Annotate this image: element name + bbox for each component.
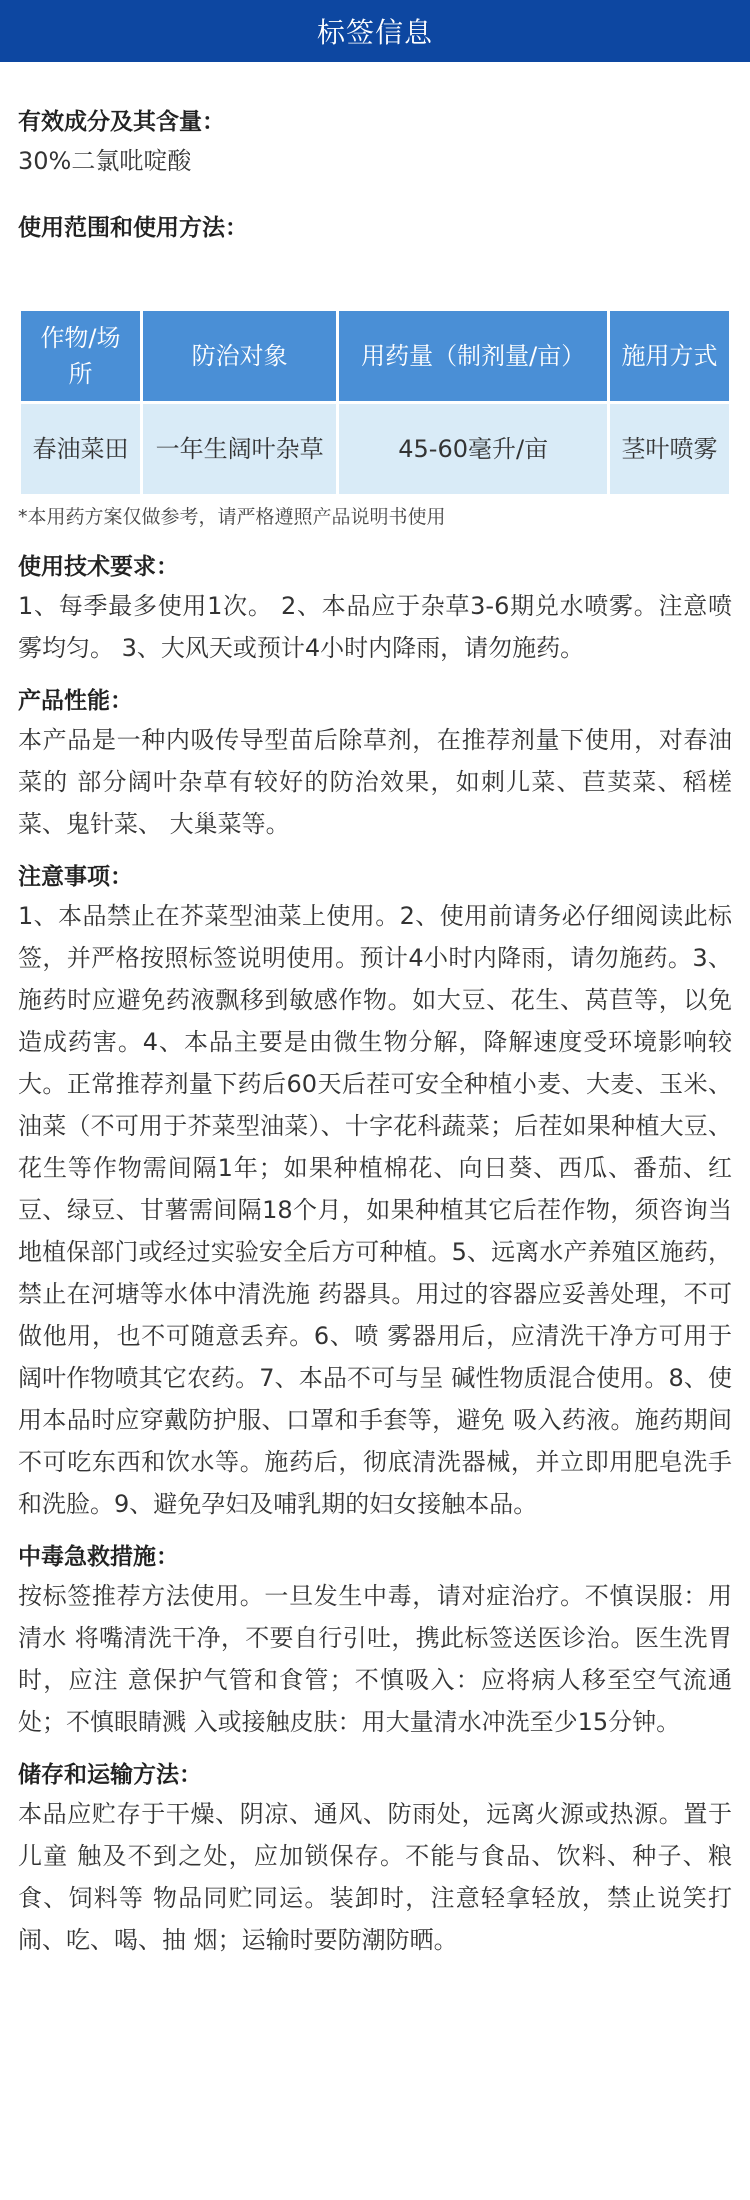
performance-section: [18, 683, 732, 845]
table-row: [21, 404, 729, 494]
performance-title: 产品性能：: [18, 688, 133, 714]
tech-title: 使用技术要求：: [18, 554, 179, 580]
col-header-crop: 作物/场所: [21, 311, 140, 401]
tech-section: [18, 549, 732, 669]
cell-dosage: 45-60毫升/亩: [339, 404, 607, 494]
dosage-table: [18, 308, 732, 497]
precautions-section: [18, 859, 732, 1525]
page-title: 标签信息: [316, 16, 433, 49]
usage-note: *本用药方案仅做参考，请严格遵照产品说明书使用: [18, 506, 446, 528]
col-header-target: 防治对象: [143, 311, 336, 401]
precautions-title: 注意事项：: [18, 864, 133, 890]
tech-text: 1、每季最多使用1次。 2、本品应于杂草3-6期兑水喷雾。注意喷雾均匀。 3、大风天或预计4小时内降雨，请勿施药。: [18, 592, 732, 662]
table-header-row: [21, 311, 729, 401]
precautions-text: 1、本品禁止在芥菜型油菜上使用。2、使用前请务必仔细阅读此标签，并严格按照标签说明使用。预计4小时内降雨，请勿施药。3、施药时应避免药液飘移到敏感作物。如大豆、花生、莴苣等，以免造成药害。4、本品主要是由微生物分解，降解速度受环境影响较大。正常推荐剂量下药后60天后茬可安全种植小麦、大麦、玉米、油菜（不可用于芥菜型油菜）、十字花科蔬菜；后茬如果种植大豆、花生等作物需间隔1年；如果种植棉花、向日葵、西瓜、番茄、红豆、绿豆、甘薯需间隔18个月，如果种植其它后茬作物，须咨询当地植保部门或经过实验安全后方可种植。5、远离水产养殖区施药，禁止在河塘等水体中清洗施 药器具。用过的容器应妥善处理，不可做他用，也不可随意丢弃。6、喷 雾器用后，应清洗干净方可用于阔叶作物喷其它农药。7、本品不可与呈 碱性物质混合使用。8、使用本品时应穿戴防护服、口罩和手套等，避免 吸入药液。施药期间不可吃东西和饮水等。施药后，彻底清洗器械，并立即用肥皂洗手和洗脸。9、避免孕妇及哺乳期的妇女接触本品。: [18, 902, 732, 1518]
col-header-method: 施用方式: [610, 311, 729, 401]
ingredients-section: [18, 104, 732, 182]
cell-crop: 春油菜田: [21, 404, 140, 494]
label-content: [0, 104, 750, 1961]
performance-text: 本产品是一种内吸传导型苗后除草剂，在推荐剂量下使用，对春油菜的 部分阔叶杂草有较好的防治效果，如刺儿菜、苣荬菜、稻槎菜、鬼针菜、 大巢菜等。: [18, 726, 732, 838]
storage-text: 本品应贮存于干燥、阴凉、通风、防雨处，远离火源或热源。置于儿童 触及不到之处，应加锁保存。不能与食品、饮料、种子、粮食、饲料等 物品同贮同运。装卸时，注意轻拿轻放，禁止说笑打闹、吃、喝、抽 烟；运输时要防潮防晒。: [18, 1800, 732, 1954]
firstaid-section: [18, 1539, 732, 1743]
ingredients-title: 有效成分及其含量：: [18, 109, 225, 135]
cell-target: 一年生阔叶杂草: [143, 404, 336, 494]
col-header-dosage: 用药量（制剂量/亩）: [339, 311, 607, 401]
storage-title: 储存和运输方法：: [18, 1762, 202, 1788]
ingredients-value: 30%二氯吡啶酸: [18, 147, 192, 175]
page-header: [0, 0, 750, 62]
usage-title: 使用范围和使用方法：: [18, 215, 248, 241]
firstaid-title: 中毒急救措施：: [18, 1544, 179, 1570]
storage-section: [18, 1757, 732, 1961]
usage-section: [18, 210, 732, 531]
firstaid-text: 按标签推荐方法使用。一旦发生中毒，请对症治疗。不慎误服：用清水 将嘴清洗干净，不要自行引吐，携此标签送医诊治。医生洗胃时，应注 意保护气管和食管；不慎吸入：应将病人移至空气流通处；不慎眼睛溅 入或接触皮肤：用大量清水冲洗至少15分钟。: [18, 1582, 732, 1736]
cell-method: 茎叶喷雾: [610, 404, 729, 494]
dosage-table-wrap: [18, 308, 732, 497]
